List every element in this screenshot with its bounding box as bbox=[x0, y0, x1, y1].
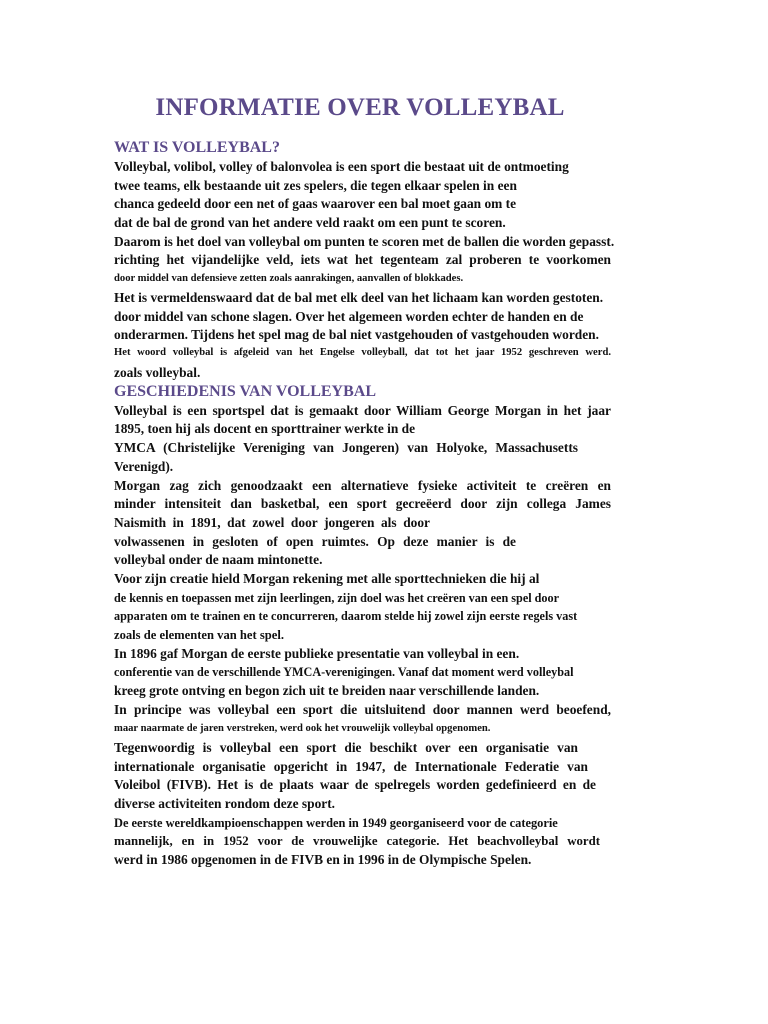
paragraph-line: Verenigd). bbox=[114, 459, 174, 474]
paragraph-line: Naismith in 1891, dat zowel door jongeren als door bbox=[114, 515, 430, 530]
paragraph-line: onderarmen. Tijdens het spel mag de bal niet vastgehouden of vastgehouden worden. bbox=[114, 327, 599, 342]
paragraph-line: Volleybal is een sportspel dat is gemaakt door William George Morgan in het jaar bbox=[114, 403, 611, 418]
paragraph-line: kreeg grote ontving en begon zich uit te breiden naar verschillende landen. bbox=[114, 683, 540, 698]
paragraph-line: conferentie van de verschillende YMCA-verenigingen. Vanaf dat moment werd volleybal bbox=[114, 665, 574, 679]
paragraph-line: In 1896 gaf Morgan de eerste publieke presentatie van volleybal in een. bbox=[114, 646, 520, 661]
paragraph-line: zoals de elementen van het spel. bbox=[114, 628, 284, 642]
paragraph-line: chanca gedeeld door een net of gaas waarover een bal moet gaan om te bbox=[114, 196, 517, 211]
paragraph-line: diverse activiteiten rondom deze sport. bbox=[114, 796, 336, 811]
paragraph-line: internationale organisatie opgericht in 1947, de Internationale Federatie van bbox=[114, 759, 588, 774]
paragraph-line: 1895, toen hij als docent en sporttrainer werkte in de bbox=[114, 421, 416, 436]
paragraph-line: volwassenen in gesloten of open ruimtes. Op deze manier is de bbox=[114, 534, 516, 549]
paragraph-line: twee teams, elk bestaande uit zes spelers, die tegen elkaar spelen in een bbox=[114, 178, 517, 193]
paragraph-line: Volleybal, volibol, volley of balonvolea is een sport die bestaat uit de ontmoeting bbox=[114, 159, 569, 174]
paragraph-line: YMCA (Christelijke Vereniging van Jongeren) van Holyoke, Massachusetts bbox=[114, 440, 578, 455]
paragraph-line: Voor zijn creatie hield Morgan rekening met alle sporttechnieken die hij al bbox=[114, 571, 540, 586]
paragraph-line: richting het vijandelijke veld, iets wat het tegenteam zal proberen te voorkomen bbox=[114, 252, 611, 267]
paragraph-line: de kennis en toepassen met zijn leerlingen, zijn doel was het creëren van een spel door bbox=[114, 591, 560, 605]
section-heading-wat-is-volleybal: WAT IS VOLLEYBAL? bbox=[114, 139, 280, 156]
paragraph-line: Het is vermeldenswaard dat de bal met elk deel van het lichaam kan worden gestoten. bbox=[114, 290, 604, 305]
paragraph-line: Morgan zag zich genoodzaakt een alternatieve fysieke activiteit te creëren en bbox=[114, 478, 611, 493]
paragraph-line: volleybal onder de naam mintonette. bbox=[114, 552, 323, 567]
paragraph-line: door middel van defensieve zetten zoals aanrakingen, aanvallen of blokkades. bbox=[114, 273, 464, 284]
paragraph-line: dat de bal de grond van het andere veld raakt om een punt te scoren. bbox=[114, 215, 506, 230]
paragraph-line: Tegenwoordig is volleybal een sport die beschikt over een organisatie van bbox=[114, 740, 578, 755]
paragraph-line: apparaten om te trainen en te concurreren, daarom stelde hij zowel zijn eerste regels vast bbox=[114, 609, 578, 623]
paragraph-line: minder intensiteit dan basketbal, een sport gecreëerd door zijn collega James bbox=[114, 496, 611, 511]
paragraph-line: zoals volleybal. bbox=[114, 365, 201, 380]
paragraph-line: Het woord volleybal is afgeleid van het Engelse volleyball, dat tot het jaar 1952 geschreven werd. bbox=[114, 347, 611, 358]
document-title: INFORMATIE OVER VOLLEYBAL bbox=[155, 94, 565, 121]
paragraph-line: Daarom is het doel van volleybal om punten te scoren met de ballen die worden gepasst. bbox=[114, 234, 615, 249]
paragraph-line: door middel van schone slagen. Over het algemeen worden echter de handen en de bbox=[114, 309, 584, 324]
paragraph-line: In principe was volleybal een sport die uitsluitend door mannen werd beoefend, bbox=[114, 702, 611, 717]
paragraph-line: Voleibol (FIVB). Het is de plaats waar de spelregels worden gedefinieerd en de bbox=[114, 777, 596, 792]
paragraph-line: De eerste wereldkampioenschappen werden in 1949 georganiseerd voor de categorie bbox=[114, 816, 558, 830]
paragraph-line: werd in 1986 opgenomen in de FIVB en in 1996 in de Olympische Spelen. bbox=[114, 852, 532, 867]
paragraph-line: maar naarmate de jaren verstreken, werd ook het vrouwelijk volleybal opgenomen. bbox=[114, 723, 491, 734]
paragraph-line: mannelijk, en in 1952 voor de vrouwelijke categorie. Het beachvolleybal wordt bbox=[114, 834, 600, 848]
section-heading-geschiedenis: GESCHIEDENIS VAN VOLLEYBAL bbox=[114, 383, 376, 400]
